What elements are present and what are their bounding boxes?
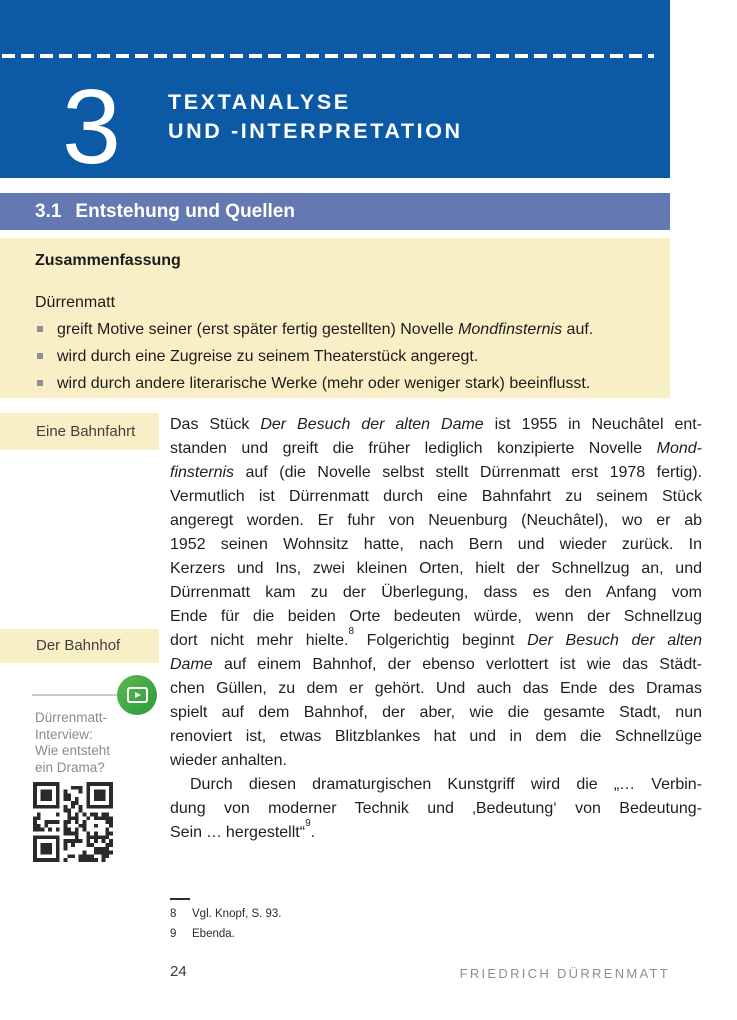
body-line: Ende für die beiden Orte bedeuten würde, wenn der Schnellzug <box>170 608 702 625</box>
summary-bullet <box>35 370 650 397</box>
body-line: dort nicht mehr hielte.$^8$ Folgerichtig beginnt Der Besuch der alten <box>170 625 702 649</box>
section-title: Entstehung und Quellen <box>75 201 295 222</box>
body-line: wieder anhalten. <box>170 752 287 769</box>
body-line: spielt auf dem Bahnhof, der aber, wie die gesamte Stadt, nun <box>170 704 702 721</box>
chapter-title <box>168 88 463 146</box>
play-triangle-glyph <box>135 692 141 698</box>
summary-bullet-list <box>35 316 650 397</box>
dashed-divider <box>2 54 654 58</box>
chapter-title-line1: TEXTANALYSE <box>168 90 351 114</box>
body-line: Kerzers und Ins, zwei kleinen Orten, hielt der Schnellzug an, und <box>170 560 702 577</box>
video-caption-line: Wie entsteht <box>35 743 111 758</box>
square-bullet-icon <box>37 326 43 332</box>
body-line: standen und greift die früher lediglich konzipierte Novelle Mond- <box>170 440 702 457</box>
body-line: Dame auf einem Bahnhof, der ebenso verlottert ist wie das Städt- <box>170 656 702 673</box>
video-caption-line: Interview: <box>35 726 93 742</box>
body-line: Vermutlich ist Dürrenmatt durch eine Bahnfahrt zu seinem Stück <box>170 488 702 505</box>
summary-bullet-text: wird durch andere literarische Werke (mehr oder weniger stark) beeinflusst. <box>57 375 591 392</box>
play-video-icon[interactable] <box>117 675 157 715</box>
body-line: chen Güllen, zu dem er gehört. Und auch das Ende des Dramas <box>170 680 702 697</box>
chapter-header <box>0 0 670 186</box>
footnote-text: Vgl. Knopf, S. 93. <box>192 908 282 920</box>
body-line: dung von moderner Technik und ‚Bedeutung‘ von Bedeutung- <box>170 800 702 817</box>
body-line: Durch diesen dramaturgischen Kunstgriff wird die „… Verbin- <box>190 776 702 793</box>
page-number: 24 <box>170 963 187 980</box>
summary-bullet-text: greift Motive seiner (erst später fertig gestellten) Novelle Mondfinsternis auf. <box>57 321 594 338</box>
footnote-number: 9 <box>170 928 177 940</box>
margin-label-der-bahnhof: Der Bahnhof <box>0 629 159 663</box>
margin-label-eine-bahnfahrt: Eine Bahnfahrt <box>0 413 159 450</box>
footnote-rule <box>170 898 190 900</box>
body-line: Das Stück Der Besuch der alten Dame ist 1955 in Neuchâtel ent- <box>170 416 703 433</box>
summary-bullet <box>35 316 650 343</box>
footnote <box>170 924 282 944</box>
footnote-number: 8 <box>170 908 177 920</box>
section-number: 3.1 <box>35 201 62 222</box>
summary-bullet-text: wird durch eine Zugreise zu seinem Theaterstück angeregt. <box>57 348 479 365</box>
body-line: Sein … hergestellt“$^9$. <box>170 817 316 841</box>
video-caption-line: Dürrenmatt- <box>35 710 108 725</box>
qr-code[interactable] <box>33 782 113 862</box>
footnote-text: Ebenda. <box>192 928 235 940</box>
video-frame-glyph <box>127 687 148 703</box>
chapter-number: 3 <box>62 68 121 186</box>
summary-bullet <box>35 343 650 370</box>
footnote-list <box>170 904 282 944</box>
summary-title: Zusammenfassung <box>35 252 181 269</box>
running-title: FRIEDRICH DÜRRENMATT <box>459 966 670 981</box>
chapter-title-line2: UND -INTERPRETATION <box>168 119 463 143</box>
summary-intro: Dürrenmatt <box>35 294 116 311</box>
body-line: angeregt worden. Er fuhr von Neuenburg (Neuchâtel), wo er ab <box>170 512 702 529</box>
body-line: 1952 seinen Wohnsitz hatte, nach Bern und wieder zurück. In <box>170 536 702 553</box>
body-line: renoviert ist, etwas Blitzblankes hat und in dem die Schnellzüge <box>170 728 702 745</box>
section-header <box>0 193 670 230</box>
video-caption <box>35 710 155 776</box>
video-caption-line: ein Drama? <box>35 759 105 775</box>
square-bullet-icon <box>37 353 43 359</box>
video-connector-line <box>32 694 118 696</box>
square-bullet-icon <box>37 380 43 386</box>
body-line: Dürrenmatt kam zu der Überlegung, dass es den Anfang vom <box>170 584 702 601</box>
summary-box <box>0 238 670 398</box>
body-text <box>170 413 702 845</box>
body-line: finsternis auf (die Novelle selbst stellt Dürrenmatt erst 1978 fertig). <box>170 464 702 481</box>
footnote <box>170 904 282 924</box>
